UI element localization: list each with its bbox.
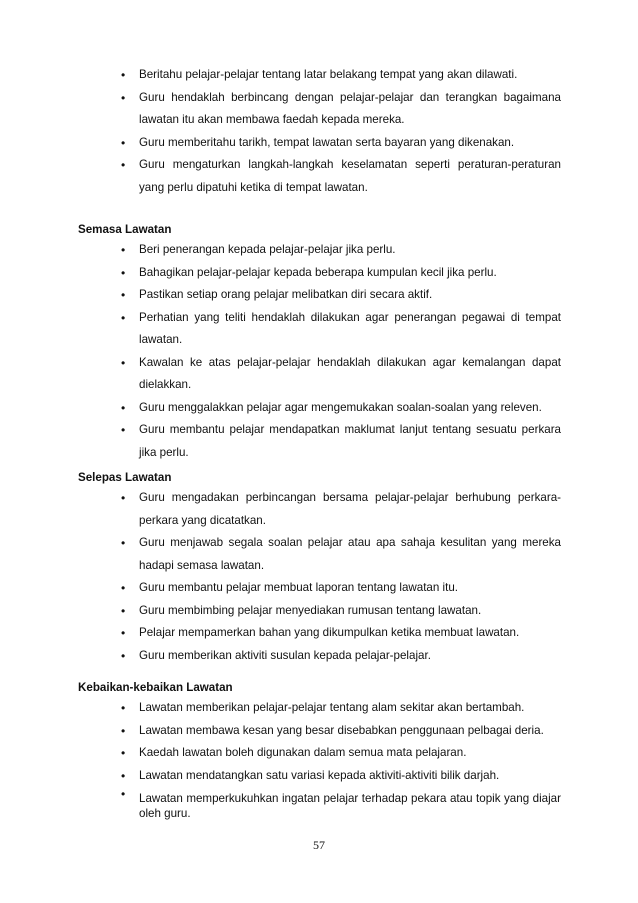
section-heading-selepas: Selepas Lawatan bbox=[78, 471, 172, 484]
list-item: • Pelajar mempamerkan bahan yang dikumpulkan ketika membuat lawatan. bbox=[121, 622, 561, 645]
list-item: • Kaedah lawatan boleh digunakan dalam semua mata pelajaran. bbox=[121, 742, 561, 765]
bullet-icon: • bbox=[121, 355, 126, 370]
list-item: • Guru mengadakan perbincangan bersama pelajar-pelajar berhubung perkara-perkara yang dicatatkan. bbox=[121, 487, 561, 532]
section-heading-semasa: Semasa Lawatan bbox=[78, 223, 172, 236]
bullet-icon: • bbox=[121, 243, 126, 257]
bullet-icon: • bbox=[121, 768, 126, 783]
list-item: • Lawatan membawa kesan yang besar disebabkan penggunaan pelbagai deria. bbox=[121, 720, 561, 743]
bullet-icon: • bbox=[121, 787, 126, 801]
list-item: • Bahagikan pelajar-pelajar kepada beberapa kumpulan kecil jika perlu. bbox=[121, 262, 561, 285]
bullet-icon: • bbox=[121, 400, 126, 415]
list-item: • Lawatan memperkukuhkan ingatan pelajar terhadap pekara atau topik yang diajar oleh guru. bbox=[121, 787, 561, 820]
list-item: • Guru membantu pelajar membuat laporan tentang lawatan itu. bbox=[121, 577, 561, 600]
list-item: • Guru mengaturkan langkah-langkah keselamatan seperti peraturan-peraturan yang perlu dipatuhi ketika di tempat lawatan. bbox=[121, 154, 561, 199]
bullet-icon: • bbox=[121, 536, 126, 550]
bullet-icon: • bbox=[121, 701, 126, 715]
list-item: • Perhatian yang teliti hendaklah dilakukan agar penerangan pegawai di tempat lawatan. bbox=[121, 307, 561, 352]
list-item: • Guru membantu pelajar mendapatkan maklumat lanjut tentang sesuatu perkara jika perlu. bbox=[121, 419, 561, 464]
bullet-icon: • bbox=[121, 68, 126, 82]
list-item: • Pastikan setiap orang pelajar melibatkan diri secara aktif. bbox=[121, 284, 561, 307]
list-item: • Guru memberikan aktiviti susulan kepada pelajar-pelajar. bbox=[121, 645, 561, 668]
bullet-icon: • bbox=[121, 135, 126, 150]
bullet-icon: • bbox=[121, 603, 126, 618]
list-item: • Guru hendaklah berbincang dengan pelajar-pelajar dan terangkan bagaimana lawatan itu akan membawa faedah kepada mereka. bbox=[121, 87, 561, 132]
list-item: • Guru memberitahu tarikh, tempat lawatan serta bayaran yang dikenakan. bbox=[121, 132, 561, 155]
selepas-list bbox=[121, 487, 561, 667]
list-item: • Guru menggalakkan pelajar agar mengemukakan soalan-soalan yang releven. bbox=[121, 397, 561, 420]
section-heading-kebaikan: Kebaikan-kebaikan Lawatan bbox=[78, 681, 233, 694]
bullet-icon: • bbox=[121, 310, 126, 325]
page-number: 57 bbox=[313, 838, 325, 852]
semasa-list bbox=[121, 239, 561, 464]
bullet-icon: • bbox=[121, 288, 126, 302]
intro-list bbox=[121, 64, 561, 199]
list-item: • Lawatan memberikan pelajar-pelajar tentang alam sekitar akan bertambah. bbox=[121, 697, 561, 720]
bullet-icon: • bbox=[121, 491, 126, 505]
list-item: • Guru membimbing pelajar menyediakan rumusan tentang lawatan. bbox=[121, 600, 561, 623]
list-item: • Guru menjawab segala soalan pelajar atau apa sahaja kesulitan yang mereka hadapi semasa lawatan. bbox=[121, 532, 561, 577]
list-item: • Lawatan mendatangkan satu variasi kepada aktiviti-aktiviti bilik darjah. bbox=[121, 765, 561, 788]
bullet-icon: • bbox=[121, 423, 126, 437]
bullet-icon: • bbox=[121, 265, 126, 280]
bullet-icon: • bbox=[121, 90, 126, 105]
list-item: • Beritahu pelajar-pelajar tentang latar belakang tempat yang akan dilawati. bbox=[121, 64, 561, 87]
list-item: • Kawalan ke atas pelajar-pelajar hendaklah dilakukan agar kemalangan dapat dielakkan. bbox=[121, 352, 561, 397]
bullet-icon: • bbox=[121, 626, 126, 640]
bullet-icon: • bbox=[121, 746, 126, 760]
kebaikan-list bbox=[121, 697, 561, 821]
bullet-icon: • bbox=[121, 158, 126, 172]
list-item: • Beri penerangan kepada pelajar-pelajar jika perlu. bbox=[121, 239, 561, 262]
bullet-icon: • bbox=[121, 723, 126, 738]
bullet-icon: • bbox=[121, 581, 126, 595]
bullet-icon: • bbox=[121, 648, 126, 663]
